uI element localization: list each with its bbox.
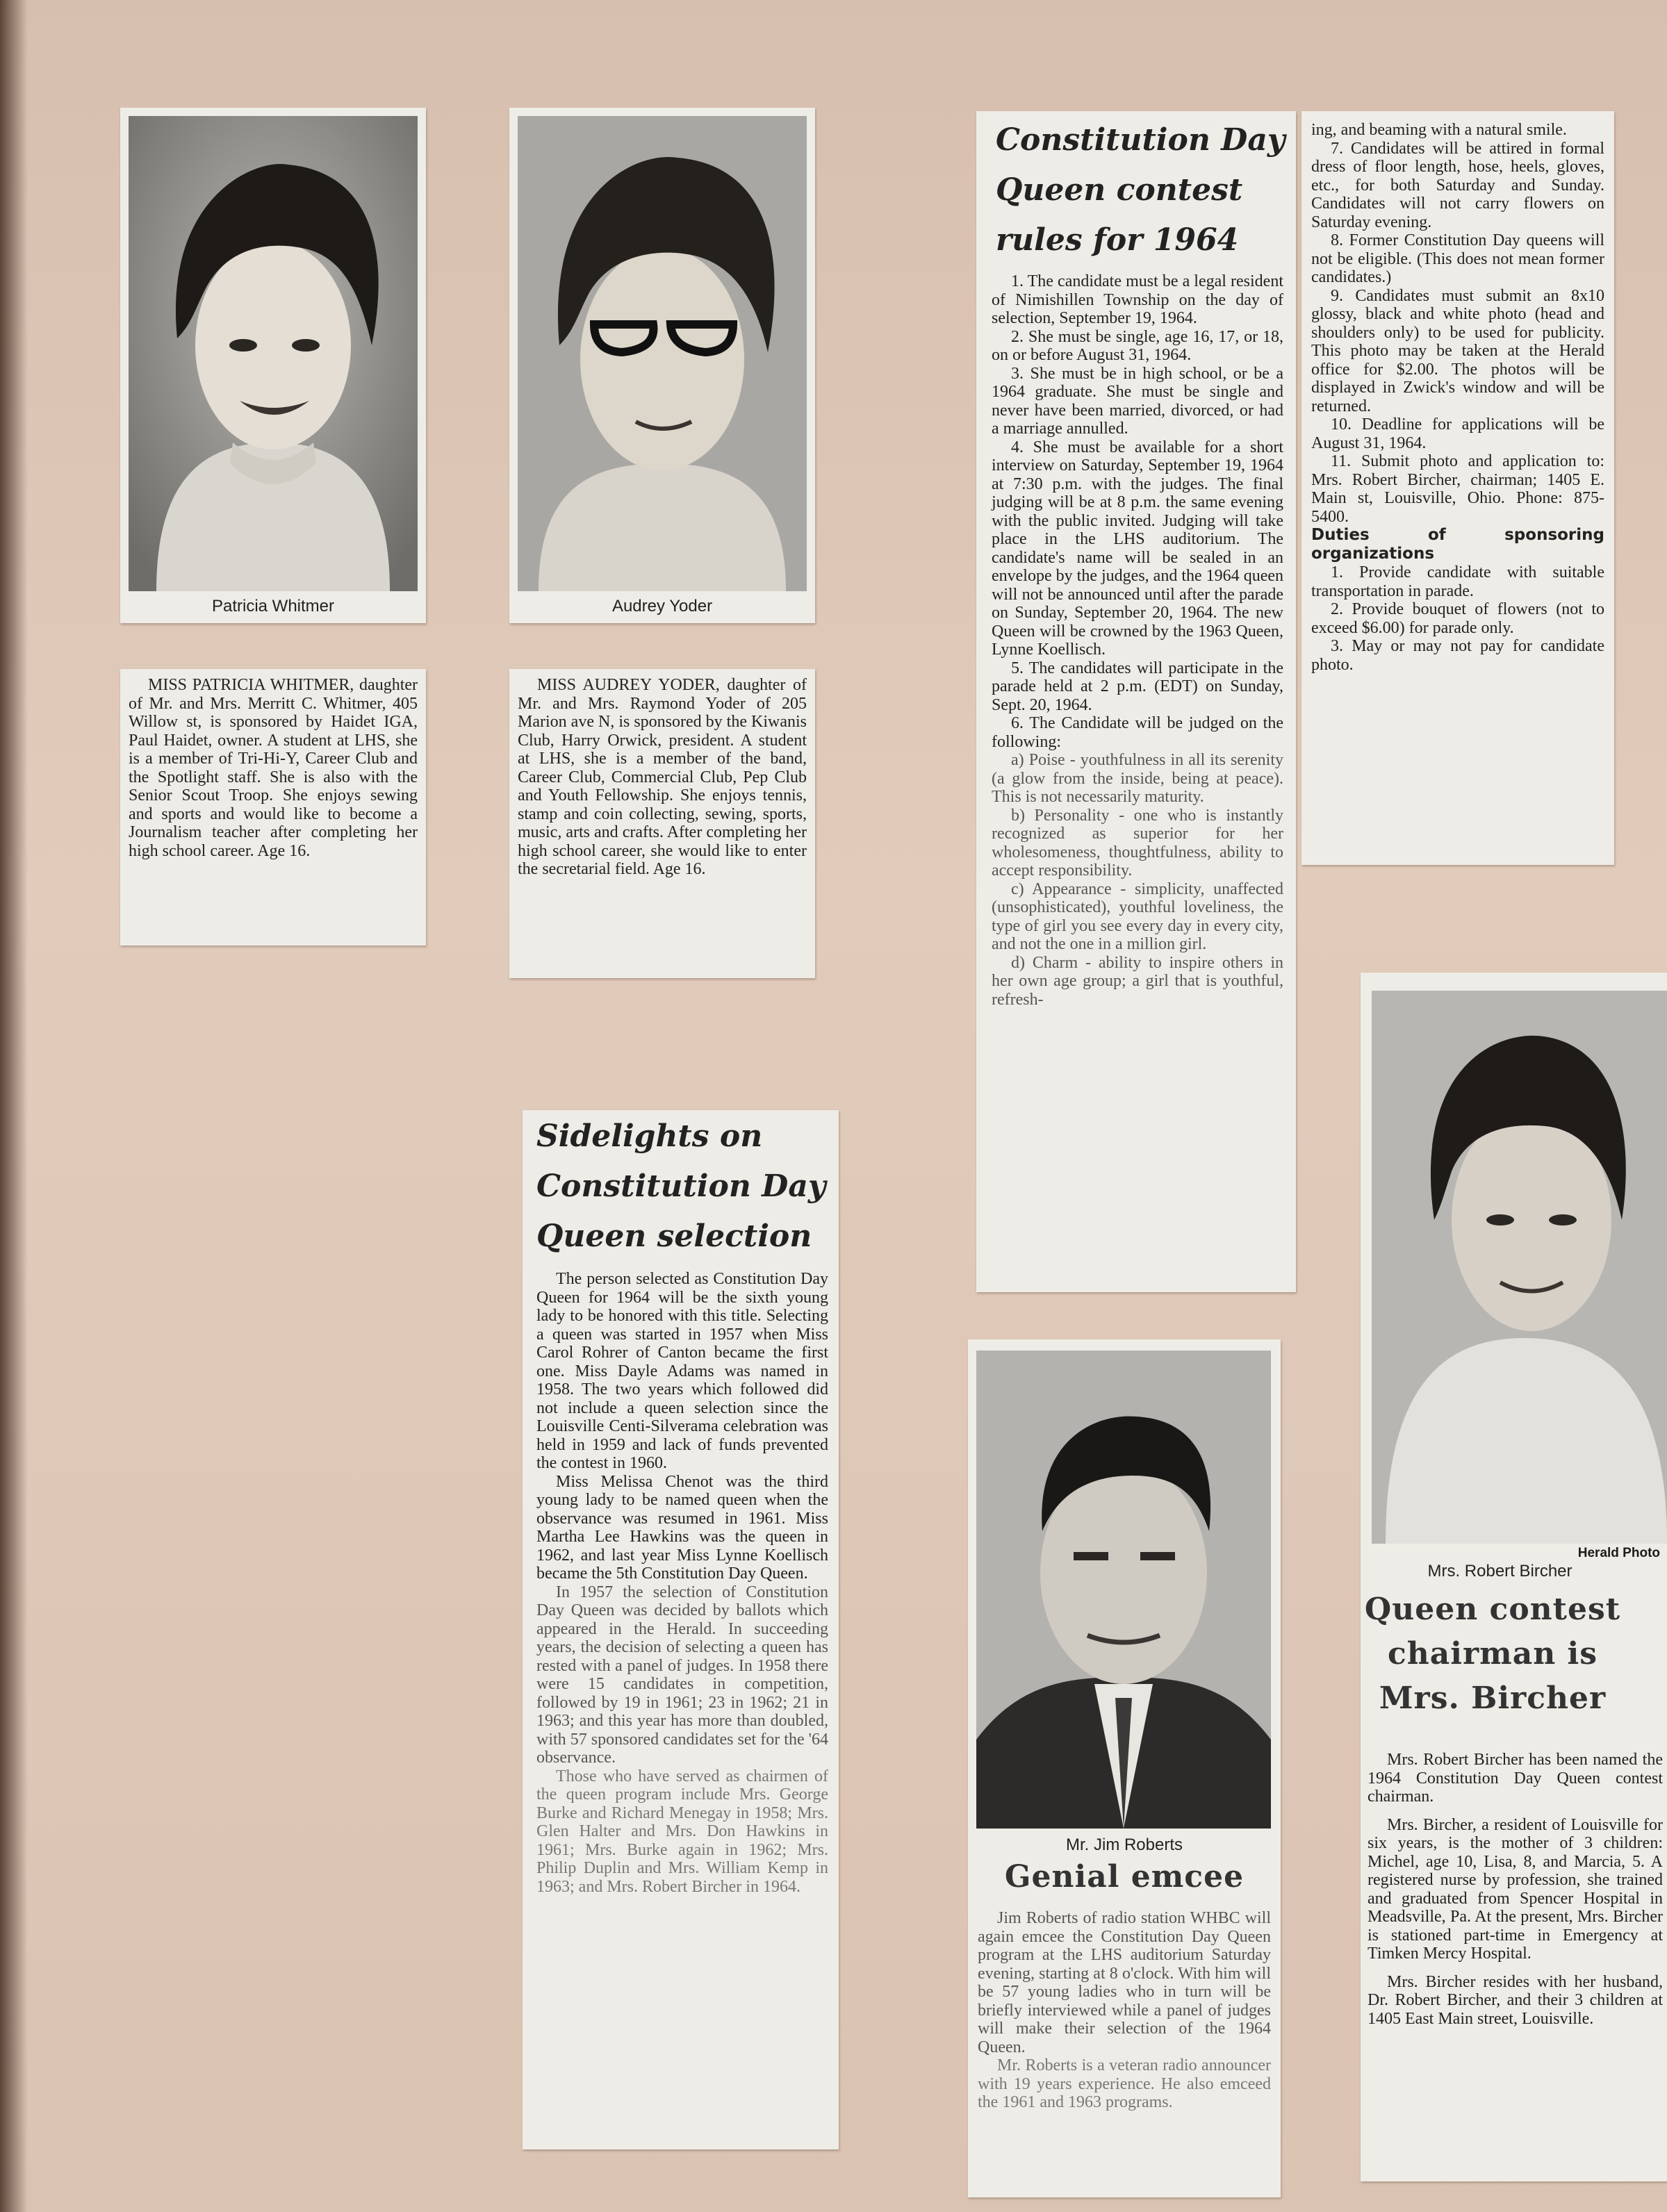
sidelights-headline-line-1: Sidelights on (536, 1119, 763, 1154)
duties-heading: Duties of sponsoring organizations (1311, 526, 1604, 563)
bircher-caption: Mrs. Robert Bircher (1427, 1562, 1572, 1580)
yoder-caption: Audrey Yoder (611, 597, 713, 616)
rules-clipping-continued (1301, 111, 1614, 865)
sidelights-headline (536, 1112, 828, 1262)
rules-column-1 (992, 272, 1283, 1009)
rules-headline-line-1: Constitution Day (996, 122, 1286, 158)
rules-column-2 (1311, 121, 1604, 674)
rules-headline-line-3: rules for 1964 (996, 222, 1239, 258)
roberts-paragraph-2: Mr. Roberts is a veteran radio announcer with 19 years experience. He also emceed the 1961 and 1963 programs. (978, 2056, 1271, 2111)
bircher-body (1368, 1751, 1663, 2028)
roberts-caption: Mr. Jim Roberts (1065, 1835, 1183, 1854)
sidelights-body (536, 1270, 828, 1896)
rule-10: 10. Deadline for applications will be August 31, 1964. (1311, 415, 1604, 452)
bircher-headline (1361, 1587, 1625, 1721)
sidelights-paragraph-2: Miss Melissa Chenot was the third young lady to be named queen when the observance was resumed in 1961. Miss Martha Lee Hawkins was the queen in 1962, and last year Miss Lynne Koellisch became the 5th Constitution Day Queen. (536, 1472, 828, 1583)
sidelights-headline-line-3: Queen selection (536, 1219, 812, 1254)
sidelights-paragraph-1: The person selected as Constitution Day Queen for 1964 will be the sixth young lady to be honored with this title. Selecting a queen was started in 1957 when Miss Carol Rohrer of Canton became the first one. Miss Dayle Adams was named in 1958. The two years which followed did not include a queen selection since the Louisville Centi-Silverama celebration was held in 1959 and lack of funds prevented the contest in 1960. (536, 1270, 828, 1472)
bircher-paragraph-2: Mrs. Bircher, a resident of Louisville for six years, is the mother of 3 children: Michel, age 10, Lisa, 8, and Marcia, 5. A registered nurse by profession, she trained and graduated from Spencer Hospital in Meadsville, Pa. At the present, Mrs. Bircher is stationed part-time in Emergency at Timken Mercy Hospital. (1368, 1815, 1663, 1963)
rule-2: 2. She must be single, age 16, 17, or 18, on or before August 31, 1964. (992, 327, 1283, 364)
roberts-paragraph-1: Jim Roberts of radio station WHBC will again emcee the Constitution Day Queen program at the LHS auditorium Saturday evening, starting at 8 o'clock. With him will be 57 young ladies who in turn will be briefly interviewed while a panel of judges will make their selection of the 1964 Queen. (978, 1909, 1271, 2056)
duty-3: 3. May or may not pay for candidate photo. (1311, 637, 1604, 674)
bircher-portrait (1372, 991, 1667, 1544)
rules-headline-line-2: Queen contest (996, 172, 1243, 208)
whitmer-bio (129, 676, 418, 860)
yoder-bio-text: MISS AUDREY YODER, daughter of Mr. and Mrs. Raymond Yoder of 205 Marion ave N, is sponsored by the Kiwanis Club, Harry Orwick, president. A student at LHS, she is a member of the band, Career Club, Commercial Club, Pep Club and Youth Fellowship. She enjoys tennis, stamp and coin collecting, sewing, sports, music, arts and crafts. After completing her high school career, she would like to enter the secretarial field. Age 16. (518, 676, 807, 878)
sidelights-paragraph-3: In 1957 the selection of Constitution Day Queen was decided by ballots which appeared in the Herald. In succeeding years, the decision of selecting a queen has rested with a panel of judges. In 1958 there were 15 candidates in competition, followed by 19 in 1961; 23 in 1962; 21 in 1963; and this year has more than doubled, with 57 sponsored candidates set for the '64 observance. (536, 1583, 828, 1767)
bircher-headline-line-3: Mrs. Bircher (1379, 1681, 1607, 1716)
rule-6a: a) Poise - youthfulness in all its serenity (a glow from the inside, being at peace). This is not necessarily maturity. (992, 751, 1283, 806)
rule-6c: c) Appearance - simplicity, unaffected (unsophisticated), youthful loveliness, the type of girl you see every day in every city, and not the one in a million girl. (992, 880, 1283, 953)
whitmer-portrait (129, 116, 418, 591)
roberts-portrait (976, 1351, 1271, 1829)
bircher-paragraph-3: Mrs. Bircher resides with her husband, Dr. Robert Bircher, and their 3 children at 1405 East Main street, Louisville. (1368, 1972, 1663, 2028)
rule-6b: b) Personality - one who is instantly recognized as superior for her wholesomeness, thoughtfulness, ability to accept responsibility. (992, 806, 1283, 880)
rule-1: 1. The candidate must be a legal resident of Nimishillen Township on the day of selection, September 19, 1964. (992, 272, 1283, 327)
sidelights-paragraph-4: Those who have served as chairmen of the queen program include Mrs. George Burke and Richard Menegay in 1958; Mrs. Glen Halter and Mrs. Don Hawkins in 1961; Mrs. Burke again in 1962; Mrs. Philip Duplin and Mrs. William Kemp in 1963; and Mrs. Robert Bircher in 1964. (536, 1767, 828, 1896)
roberts-clipping (968, 1339, 1281, 2197)
sidelights-headline-line-2: Constitution Day (536, 1169, 826, 1204)
rule-3: 3. She must be in high school, or be a 1964 graduate. She must be single and never have been married, divorced, or had a marriage annulled. (992, 364, 1283, 438)
rule-6d-continued: ing, and beaming with a natural smile. (1311, 121, 1567, 139)
rule-5: 5. The candidates will participate in the parade held at 2 p.m. (EDT) on Sunday, Sept. 20, 1964. (992, 659, 1283, 714)
yoder-bio (518, 676, 807, 879)
rule-11: 11. Submit photo and application to: Mrs. Robert Bircher, chairman; 1405 E. Main st, Louisville, Ohio. Phone: 875-5400. (1311, 452, 1604, 526)
whitmer-caption: Patricia Whitmer (211, 597, 335, 616)
rule-6: 6. The Candidate will be judged on the following: (992, 714, 1283, 751)
rule-9: 9. Candidates must submit an 8x10 glossy, black and white photo (head and shoulders only) to be used for publicity. This photo may be taken at the Herald office for $2.00. The photos will be displayed in Zwick's window and will be returned. (1311, 286, 1604, 415)
sidelights-clipping (523, 1110, 839, 2149)
rule-4: 4. She must be available for a short interview on Saturday, September 19, 1964 at 7:30 p.m. with the judges. The final judging will be at 8 p.m. the same evening with the public invited. Judging will take place in the LHS auditorium. The candidate's name will be sealed in an envelope by the judges, and the 1964 queen will not be announced until after the parade on Sunday, September 20, 1964. The new Queen will be crowned by the 1963 Queen, Lynne Koellisch. (992, 438, 1283, 659)
rules-clipping-main (976, 111, 1296, 1292)
whitmer-photo-clipping (120, 108, 426, 623)
roberts-headline: Genial emcee (1004, 1859, 1245, 1895)
rules-headline (996, 115, 1288, 265)
bircher-headline-line-2: chairman is (1387, 1636, 1598, 1672)
whitmer-bio-text: MISS PATRICIA WHITMER, daughter of Mr. and Mrs. Merritt C. Whitmer, 405 Willow st, is sponsored by Haidet IGA, Paul Haidet, owner. A student at LHS, she is a member of Tri-Hi-Y, Career Club and the Spotlight staff. She is also with the Senior Scout Troop. She enjoys sewing and sports and would like to become a Journalism teacher after completing her high school career. Age 16. (129, 676, 418, 860)
bircher-clipping (1361, 973, 1667, 2181)
bircher-photo-credit: Herald Photo (1577, 1546, 1660, 1560)
page-edge-shadow (0, 0, 28, 2212)
bircher-headline-line-1: Queen contest (1364, 1592, 1621, 1627)
bircher-paragraph-1: Mrs. Robert Bircher has been named the 1964 Constitution Day Queen contest chairman. (1368, 1751, 1663, 1806)
duty-2: 2. Provide bouquet of flowers (not to exceed $6.00) for parade only. (1311, 600, 1604, 637)
roberts-body (978, 1909, 1271, 2112)
whitmer-bio-clipping (120, 669, 426, 946)
duty-1: 1. Provide candidate with suitable transportation in parade. (1311, 563, 1604, 600)
rule-7: 7. Candidates will be attired in formal dress of floor length, hose, heels, gloves, etc., for both Saturday and Sunday. Candidates will not carry flowers on Saturday evening. (1311, 139, 1604, 231)
yoder-bio-clipping (509, 669, 815, 978)
rule-8: 8. Former Constitution Day queens will not be eligible. (This does not mean former candidates.) (1311, 231, 1604, 286)
yoder-portrait (518, 116, 807, 591)
yoder-photo-clipping (509, 108, 815, 623)
rule-6d: d) Charm - ability to inspire others in her own age group; a girl that is youthful, refresh- (992, 953, 1283, 1009)
